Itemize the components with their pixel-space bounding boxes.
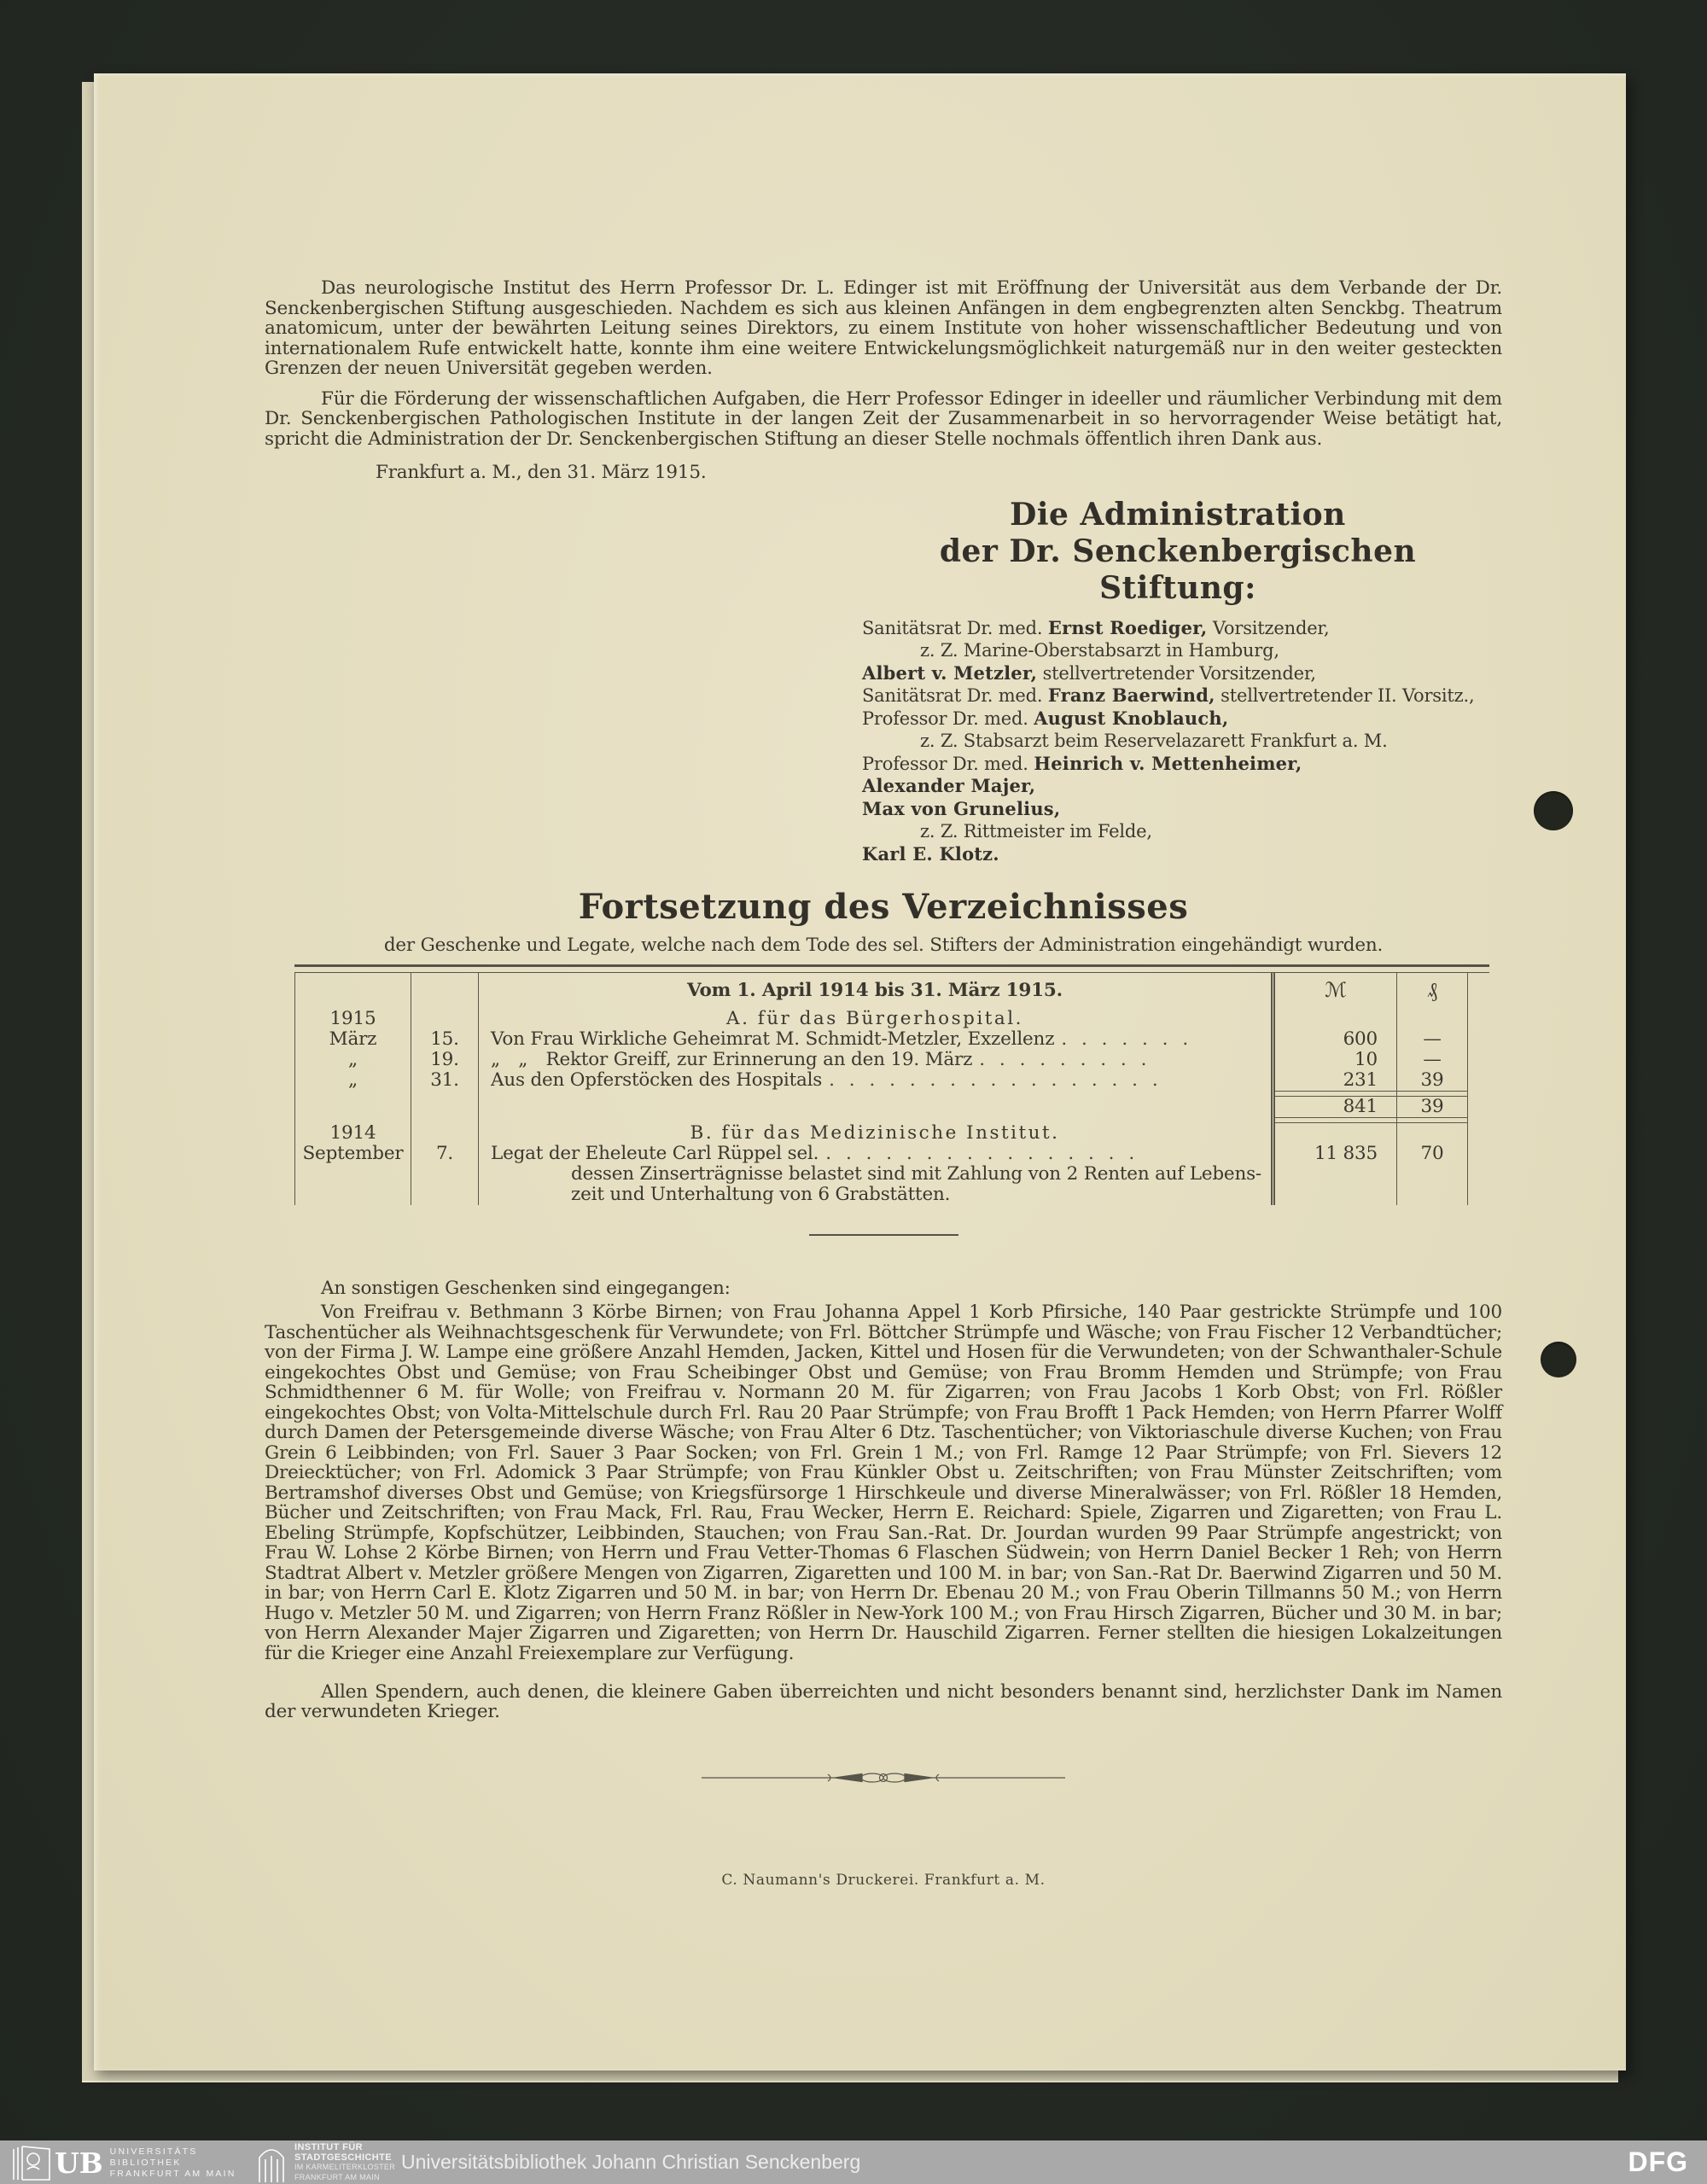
- cell-year: 1915: [295, 1009, 411, 1029]
- gifts-intro: An sonstigen Geschenken sind eingegangen:: [321, 1277, 731, 1299]
- member-line: z. Z. Rittmeister im Felde,: [920, 821, 1152, 842]
- cell-month: März: [295, 1029, 411, 1050]
- cell-pfennig: [1397, 1122, 1468, 1144]
- cell-mark: 231: [1273, 1070, 1397, 1092]
- library-name: Universitätsbibliothek Johann Christian Senckenberg: [401, 2151, 861, 2173]
- viewer-footer-bar: [0, 2140, 1707, 2184]
- table-row: [295, 1164, 1468, 1185]
- mark-currency-symbol: ℳ: [1273, 973, 1397, 1009]
- cell-day: [411, 1009, 479, 1029]
- member-line: z. Z. Marine-Oberstabsarzt in Hamburg,: [920, 640, 1279, 661]
- punch-hole: [1541, 1342, 1576, 1377]
- member-line: Alexander Majer,: [862, 775, 1036, 796]
- member-line: Sanitätsrat Dr. med. Ernst Roediger, Vorsitzender,: [862, 616, 1330, 638]
- cell-mark: 600: [1273, 1029, 1397, 1050]
- cell-mark: [1273, 1122, 1397, 1144]
- ub-library-logo-icon: [10, 2144, 60, 2181]
- member-list: [862, 617, 1494, 866]
- page-content: [94, 73, 1626, 1890]
- cell-day: [411, 973, 479, 1009]
- table-row: [295, 1144, 1468, 1164]
- table-row: [295, 1029, 1468, 1050]
- cell-pfennig: —: [1397, 1050, 1468, 1070]
- cell-day: 7.: [411, 1144, 479, 1164]
- dot-leader: . . . . . . .: [1061, 1028, 1193, 1050]
- dot-leader: . . . . . . . . . . . . . . . . .: [829, 1069, 1162, 1091]
- table-row: [295, 1050, 1468, 1070]
- cell-pfennig: 70: [1397, 1144, 1468, 1164]
- cell-day: [411, 1122, 479, 1144]
- cell-description: Aus den Opferstöcken des Hospitals . . . . . . . . . . . . . . . . .: [479, 1070, 1273, 1092]
- institute-logo-group: [256, 2143, 395, 2182]
- cell-pfennig: 39: [1397, 1070, 1468, 1092]
- signature-heading-line2: der Dr. Senckenbergischen Stiftung:: [939, 533, 1417, 606]
- cell-month: „: [295, 1070, 411, 1092]
- section-b-title: B. für das Medizinische Institut.: [479, 1122, 1273, 1144]
- register-table: [294, 973, 1468, 1205]
- cell-day: 19.: [411, 1050, 479, 1070]
- cell-month: „: [295, 1050, 411, 1070]
- cell-description: „ „ Rektor Greiff, zur Erinnerung an den 19. März . . . . . . . . .: [479, 1050, 1273, 1070]
- printer-imprint: C. Naumann's Druckerei. Frankfurt a. M.: [721, 1871, 1046, 1889]
- cell-month: [295, 1096, 411, 1117]
- cell-day: [411, 1096, 479, 1117]
- cell-pfennig: [1397, 1009, 1468, 1029]
- legat-note-line2: zeit und Unterhaltung von 6 Grabstätten.: [479, 1185, 1273, 1205]
- cell-mark: 11 835: [1273, 1144, 1397, 1164]
- cell-description: Legat der Eheleute Carl Rüppel sel. . . . . . . . . . . . . . . . .: [479, 1144, 1273, 1164]
- subtotal-row: [295, 1096, 1468, 1117]
- member-line: Max von Grunelius,: [862, 797, 1061, 819]
- section-a-title: A. für das Bürgerhospital.: [479, 1009, 1273, 1029]
- member-line: Sanitätsrat Dr. med. Franz Baerwind, stellvertretender II. Vorsitz.,: [862, 684, 1475, 706]
- member-line: Professor Dr. med. August Knoblauch,: [862, 707, 1229, 729]
- table-row: [295, 1122, 1468, 1144]
- signature-block: [862, 497, 1494, 866]
- ub-logo-text: UNIVERSITÄTS BIBLIOTHEK FRANKFURT AM MAIN: [109, 2146, 236, 2179]
- member-line: Professor Dr. med. Heinrich v. Mettenheimer,: [862, 752, 1302, 774]
- cell-month: [295, 973, 411, 1009]
- table-row: [295, 1070, 1468, 1092]
- subtotal-mark: 841: [1273, 1096, 1397, 1117]
- punch-hole: [1534, 791, 1573, 830]
- cell-mark: [1273, 1009, 1397, 1029]
- scanned-page: [94, 73, 1626, 2070]
- institute-arch-logo-icon: [256, 2144, 287, 2182]
- ub-abbreviation: UB: [55, 2146, 103, 2180]
- paragraph-edinger: Das neurologische Institut des Herrn Professor Dr. L. Edinger ist mit Eröffnung der Universität aus dem Verbande der Dr. Senckenbergischen Stiftung ausgeschieden. Nachdem es sich aus kleinen Anfängen in dem engbegrenzten alten Senckbg. Theatrum anatomicum, unter der bewährten Leitung seines Direktors, zu einem Institute von hoher wissenschaftlicher Bedeutung und von internationalem Rufe entwickelt hatte, konnte ihm eine weitere Entwickelungsmöglichkeit naturgemäß nur in den weiter gesteckten Grenzen der neuen Universität gegeben werden.: [265, 277, 1502, 379]
- table-row: [295, 1009, 1468, 1029]
- cell-period: Vom 1. April 1914 bis 31. März 1915.: [479, 973, 1273, 1009]
- dfg-logo: DFG: [1628, 2146, 1688, 2177]
- section-divider: [809, 1234, 958, 1236]
- pfennig-currency-symbol: ₰: [1397, 973, 1468, 1009]
- signature-heading-line1: Die Administration: [1010, 496, 1346, 533]
- register-heading: Fortsetzung des Verzeichnisses: [578, 887, 1189, 927]
- member-line: Albert v. Metzler, stellvertretender Vorsitzender,: [862, 661, 1316, 684]
- subtotal-pfennig: 39: [1397, 1096, 1468, 1117]
- cell-description: [479, 1096, 1273, 1117]
- dot-leader: . . . . . . . . .: [979, 1048, 1151, 1070]
- institute-logo-text: INSTITUT FÜR STADTGESCHICHTE IM KARMELITERKLOSTER FRANKFURT AM MAIN: [294, 2142, 396, 2181]
- gifts-paragraph: Von Freifrau v. Bethmann 3 Körbe Birnen; von Frau Johanna Appel 1 Korb Pfirsiche, 140 Paar gestrickte Strümpfe und 100 Taschentücher als Weihnachtsgeschenk für Verwundete; von Frl. Böttcher Strümpfe und Wäsche; von Frau Fischer 12 Verbandtücher; von der Firma J. W. Lampe eine größere Anzahl Hemden, Jacken, Kittel und Hosen für die Verwundeten; von der Schwanthaler-Schule eingekochtes Obst und Gemüse; von Frau Scheibinger Obst und Gemüse; von Frau Bromm Hemden und Strümpfe; von Frau Schmidthenner 6 M. für Wolle; von Freifrau v. Normann 20 M. für Zigarren; von Frau Jacobs 1 Korb Obst; von Frl. Rößler eingekochtes Obst; von Volta-Mittelschule durch Frl. Rau 20 Paar Strümpfe; von Frau Brofft 1 Pack Hemden; von Herrn Pfarrer Wolff durch Damen der Petersgemeinde diverse Wäsche; von Frau Alter 6 Dtz. Taschentücher; von Viktoriaschule diverse Kuchen; von Frau Grein 6 Leibbinden; von Frl. Sauer 3 Paar Socken; von Frl. Grein 1 M.; von Frl. Ramge 12 Paar Strümpfe; von Frl. Sievers 12 Dreiecktücher; von Frl. Adomick 3 Paar Strümpfe; von Frau Künkler Obst u. Zeitschriften; von Frau Münster Zeitschriften; vom Bertramshof diverses Obst und Gemüse; von Kriegsfürsorge 1 Hirschkeule und diverse Mineralwässer; von Frl. Rößler 18 Hemden, Bücher und Zeitschriften; von Frau Mack, Frl. Rau, Frau Wecker, Herrn E. Reichard: Spiele, Zigarren und Zigaretten; von Frau L. Ebeling Strümpfe, Kopfschützer, Leibbinden, Stauchen; von Frau San.-Rat. Dr. Jourdan wurden 99 Paar Strümpfe angestrickt; von Frau W. Lohse 2 Körbe Birnen; von Herrn und Frau Vetter-Thomas 6 Flaschen Südwein; von Herrn Daniel Becker 1 Reh; von Herrn Stadtrat Albert v. Metzler größere Mengen von Zigarren, Zigaretten und 100 M. in bar; von San.-Rat Dr. Baerwind Zigarren und 50 M. in bar; von Herrn Carl E. Klotz Zigarren und 50 M. in bar; von Herrn Dr. Ebenau 20 M.; von Frau Oberin Tillmanns 50 M.; von Herrn Hugo v. Metzler 50 M. und Zigarren; von Herrn Franz Rößler in New-York 100 M.; von Frau Hirsch Zigarren, Bücher und 30 M. in bar; von Herrn Alexander Majer Zigarren und Zigaretten; von Herrn Dr. Hauschild Zigarren. Ferner stellten die hiesigen Lokalzeitungen für die Krieger eine Anzahl Freiexemplare zur Verfügung.: [265, 1302, 1502, 1664]
- cell-description: Von Frau Wirkliche Geheimrat M. Schmidt-Metzler, Exzellenz . . . . . . .: [479, 1029, 1273, 1050]
- cell-day: 15.: [411, 1029, 479, 1050]
- member-line: Karl E. Klotz.: [862, 842, 999, 865]
- dateline: Frankfurt a. M., den 31. März 1915.: [376, 462, 707, 483]
- table-header-row: [295, 973, 1468, 1009]
- dot-leader: . . . . . . . . . . . . . . . .: [825, 1142, 1139, 1164]
- register-subheading: der Geschenke und Legate, welche nach dem Tode des sel. Stifters der Administration eingehändigt wurden.: [383, 935, 1384, 956]
- flourish-ornament-icon: [700, 1770, 1067, 1785]
- cell-mark: 10: [1273, 1050, 1397, 1070]
- cell-month: September: [295, 1144, 411, 1164]
- ub-logo-group: [10, 2144, 236, 2181]
- legat-note-line1: dessen Zinserträgnisse belastet sind mit Zahlung von 2 Renten auf Lebens-: [479, 1164, 1273, 1185]
- paragraph-thanks-edinger: Für die Förderung der wissenschaftlichen Aufgaben, die Herr Professor Edinger in ideeller und räumlicher Verbindung mit dem Dr. Senckenbergischen Pathologischen Institute in der langen Zeit der Zusammenarbeit in so hervorragender Weise betätigt hat, spricht die Administration der Dr. Senckenbergischen Stiftung an dieser Stelle nochmals öffentlich ihren Dank aus.: [265, 387, 1502, 450]
- cell-day: 31.: [411, 1070, 479, 1092]
- cell-year: 1914: [295, 1122, 411, 1144]
- member-line: z. Z. Stabsarzt beim Reservelazarett Frankfurt a. M.: [920, 731, 1388, 751]
- thanks-paragraph: Allen Spendern, auch denen, die kleinere Gaben überreichten und nicht besonders benannt sind, herzlichster Dank im Namen der verwundeten Krieger.: [265, 1680, 1502, 1722]
- table-top-rule: [294, 964, 1489, 973]
- table-row: [295, 1185, 1468, 1205]
- cell-pfennig: —: [1397, 1029, 1468, 1050]
